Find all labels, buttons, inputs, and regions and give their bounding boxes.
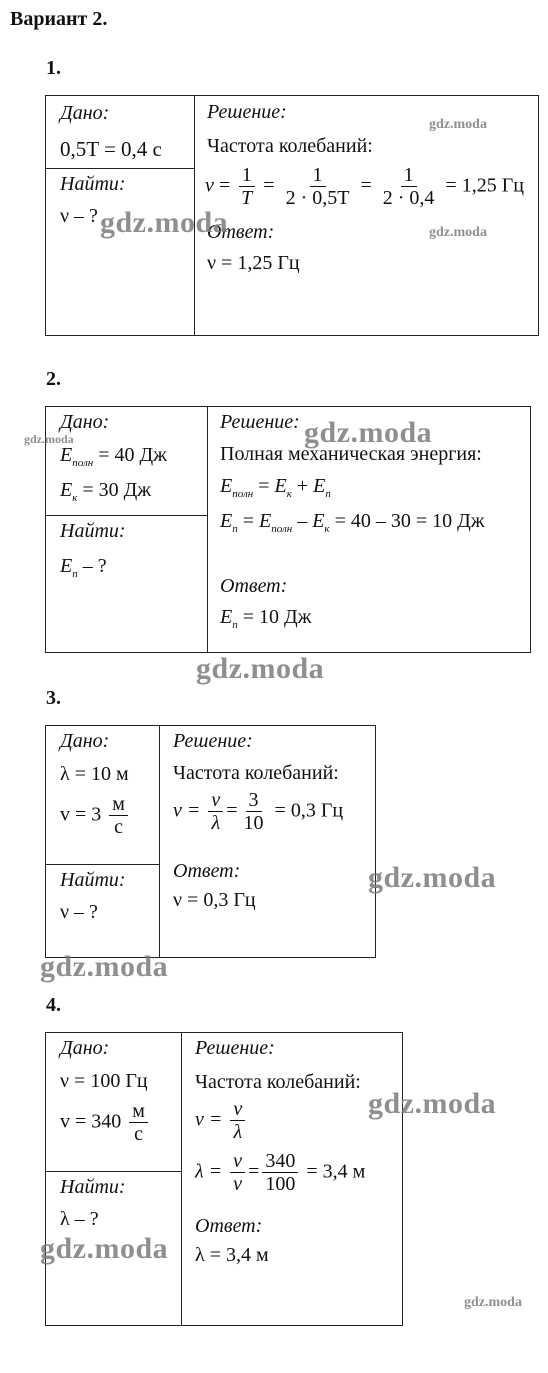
task-3-solution-cell xyxy=(160,726,376,958)
task-2-given-energy-kinetic xyxy=(60,479,207,504)
denominator: ν xyxy=(233,1173,243,1195)
numerator: 3 xyxy=(246,790,262,812)
result: = 0,3 Гц xyxy=(274,799,344,822)
fraction xyxy=(238,165,255,209)
find-label: Найти xyxy=(60,173,119,195)
symbol: E xyxy=(220,475,233,497)
colon: : xyxy=(118,173,126,195)
numerator: 1 xyxy=(239,165,255,187)
denominator: λ xyxy=(233,1121,243,1143)
colon: : xyxy=(267,221,275,243)
task-3-solution-text: Частота колебаний: xyxy=(173,762,339,784)
value: = 30 Дж xyxy=(77,479,152,501)
task-1-find-cell xyxy=(46,169,195,336)
given-label: Дано xyxy=(60,102,103,124)
given-label: Дано xyxy=(60,411,103,433)
numerator: v xyxy=(230,1151,245,1173)
answer-label: Ответ xyxy=(220,575,281,597)
subscript: полн xyxy=(271,523,293,535)
value: v = 3 xyxy=(60,803,102,826)
colon: : xyxy=(118,869,126,891)
denominator: T xyxy=(241,187,253,209)
find-label: Найти xyxy=(60,520,119,542)
task-2-given-cell xyxy=(46,407,208,516)
numerator: v xyxy=(208,790,223,812)
task-3-given-speed xyxy=(60,794,159,838)
task-3-answer: ν = 0,3 Гц xyxy=(173,889,256,911)
subscript: п xyxy=(232,619,238,631)
colon: : xyxy=(102,102,110,124)
fraction xyxy=(380,165,438,209)
equals: = xyxy=(263,174,275,197)
numerator: 1 xyxy=(401,165,417,187)
task-2-formula-1 xyxy=(220,475,530,500)
task-4-number: 4. xyxy=(46,994,61,1016)
fraction xyxy=(241,790,267,834)
fraction xyxy=(230,1099,245,1143)
denominator: 10 xyxy=(243,812,264,834)
denominator: 2 · 0,4 xyxy=(382,187,435,209)
task-2-solution-text: Полная механическая энергия: xyxy=(220,443,482,465)
task-3-given-wavelength: λ = 10 м xyxy=(60,763,129,785)
task-4-given-frequency: ν = 100 Гц xyxy=(60,1070,148,1092)
operator: + xyxy=(291,475,314,497)
colon: : xyxy=(118,520,126,542)
colon: : xyxy=(280,101,287,123)
colon: : xyxy=(293,411,300,433)
watermark: gdz.moda xyxy=(368,861,497,894)
subscript: п xyxy=(325,488,331,500)
task-3-find-value: ν – ? xyxy=(60,901,98,923)
operator: = xyxy=(253,475,275,497)
task-4-given-cell xyxy=(46,1033,182,1172)
answer-label: Ответ xyxy=(207,221,268,243)
symbol: E xyxy=(312,510,325,532)
task-2-find-value xyxy=(60,555,207,580)
task-1-given-cell xyxy=(46,96,195,169)
find-label: Найти xyxy=(60,869,119,891)
denominator: 2 · 0,5T xyxy=(285,187,350,209)
operator: = xyxy=(237,510,259,532)
given-label: Дано xyxy=(60,1037,103,1059)
find-label: Найти xyxy=(60,1176,119,1198)
symbol: E xyxy=(274,475,287,497)
task-1-find-value: ν – ? xyxy=(60,205,98,227)
value: = 10 Дж xyxy=(237,606,312,628)
symbol-nu: ν = xyxy=(173,799,201,822)
fraction xyxy=(230,1151,245,1195)
colon: : xyxy=(246,730,253,752)
watermark: gdz.moda xyxy=(304,416,433,449)
colon: : xyxy=(102,730,110,752)
denominator: с xyxy=(114,816,124,838)
solution-label: Решение xyxy=(220,411,294,433)
operator: – xyxy=(292,510,313,532)
subscript: к xyxy=(72,492,78,504)
symbol-nu: ν xyxy=(205,174,214,197)
task-3-given-cell xyxy=(46,726,160,865)
symbol: E xyxy=(220,510,233,532)
denominator: 100 xyxy=(265,1173,296,1195)
solution-label: Решение xyxy=(195,1037,269,1059)
numerator: м xyxy=(109,794,128,816)
watermark: gdz.moda xyxy=(196,652,325,685)
colon: : xyxy=(102,1037,110,1059)
numerator: 1 xyxy=(310,165,326,187)
unit-fraction xyxy=(129,1101,148,1145)
task-2-formula-2 xyxy=(220,510,530,535)
result: = 40 – 30 = 10 Дж xyxy=(329,510,485,532)
numerator: v xyxy=(230,1099,245,1121)
subscript: к xyxy=(324,523,330,535)
question: – ? xyxy=(77,555,107,577)
task-4-find-value: λ – ? xyxy=(60,1208,99,1230)
task-3-table xyxy=(45,725,376,958)
watermark: gdz.moda xyxy=(40,950,169,983)
task-4-table xyxy=(45,1032,403,1326)
given-label: Дано xyxy=(60,730,103,752)
watermark: gdz.moda xyxy=(368,1087,497,1120)
answer-label: Ответ xyxy=(195,1215,256,1237)
subscript: полн xyxy=(72,457,94,469)
solution-label: Решение xyxy=(207,101,281,123)
colon: : xyxy=(255,1215,263,1237)
solution-label: Решение xyxy=(173,730,247,752)
watermark: gdz.moda xyxy=(429,117,487,132)
task-4-formula-2: λ = $\frac{v}{\nu}$ = $\frac{340}{100}$ = 3,4 м xyxy=(195,1150,366,1195)
symbol: E xyxy=(220,606,233,628)
task-2-answer xyxy=(220,606,530,631)
task-4-solution-cell xyxy=(182,1033,403,1326)
colon: : xyxy=(102,411,110,433)
watermark: gdz.moda xyxy=(40,1232,169,1265)
watermark: gdz.moda xyxy=(100,206,229,239)
symbol-e: E xyxy=(60,479,73,501)
task-2-find-cell xyxy=(46,516,208,653)
result: = 1,25 Гц xyxy=(445,174,524,197)
symbol: E xyxy=(313,475,326,497)
task-1-formula xyxy=(205,165,538,209)
answer-label: Ответ xyxy=(173,860,234,882)
task-3-formula: ν = $\frac{v}{\lambda}$ = $\frac{3}{10}$ = 0,3 Гц xyxy=(173,789,344,834)
value: = 40 Дж xyxy=(93,444,167,466)
task-1-solution-text: Частота колебаний: xyxy=(207,135,373,157)
numerator: м xyxy=(129,1101,148,1123)
fraction xyxy=(283,165,353,209)
symbol-e: E xyxy=(60,444,73,466)
subscript: к xyxy=(286,488,292,500)
task-1-answer: ν = 1,25 Гц xyxy=(207,252,300,274)
equals: = xyxy=(218,174,231,197)
task-2-number: 2. xyxy=(46,368,61,390)
colon: : xyxy=(268,1037,275,1059)
task-4-answer: λ = 3,4 м xyxy=(195,1244,269,1266)
subscript: п xyxy=(72,568,78,580)
task-3-number: 3. xyxy=(46,687,61,709)
task-1-number: 1. xyxy=(46,57,61,79)
task-2-table xyxy=(45,406,531,653)
task-4-solution-text: Частота колебаний: xyxy=(195,1071,361,1093)
numerator: 340 xyxy=(262,1151,298,1173)
colon: : xyxy=(118,1176,126,1198)
symbol-nu: ν = xyxy=(195,1108,223,1131)
watermark: gdz.moda xyxy=(429,225,487,240)
task-4-given-speed xyxy=(60,1101,181,1145)
value: v = 340 xyxy=(60,1110,122,1133)
subscript: п xyxy=(232,523,238,535)
unit-fraction xyxy=(109,794,128,838)
variant-title: Вариант 2. xyxy=(10,8,108,30)
task-2-given-energy-full xyxy=(60,444,207,469)
result: = 3,4 м xyxy=(306,1160,366,1183)
colon: : xyxy=(233,860,241,882)
symbol-e: E xyxy=(60,555,73,577)
fraction xyxy=(208,790,223,834)
task-3-find-cell xyxy=(46,865,160,958)
fraction xyxy=(262,1151,298,1195)
symbol: E xyxy=(259,510,272,532)
watermark: gdz.moda xyxy=(464,1295,522,1310)
denominator: с xyxy=(134,1123,144,1145)
equals: = xyxy=(360,174,372,197)
symbol-lambda: λ = xyxy=(195,1160,223,1183)
watermark: gdz.moda xyxy=(24,432,74,446)
subscript: полн xyxy=(232,488,254,500)
task-1-given-value: 0,5T = 0,4 с xyxy=(60,137,162,161)
denominator: λ xyxy=(211,812,221,834)
colon: : xyxy=(280,575,288,597)
